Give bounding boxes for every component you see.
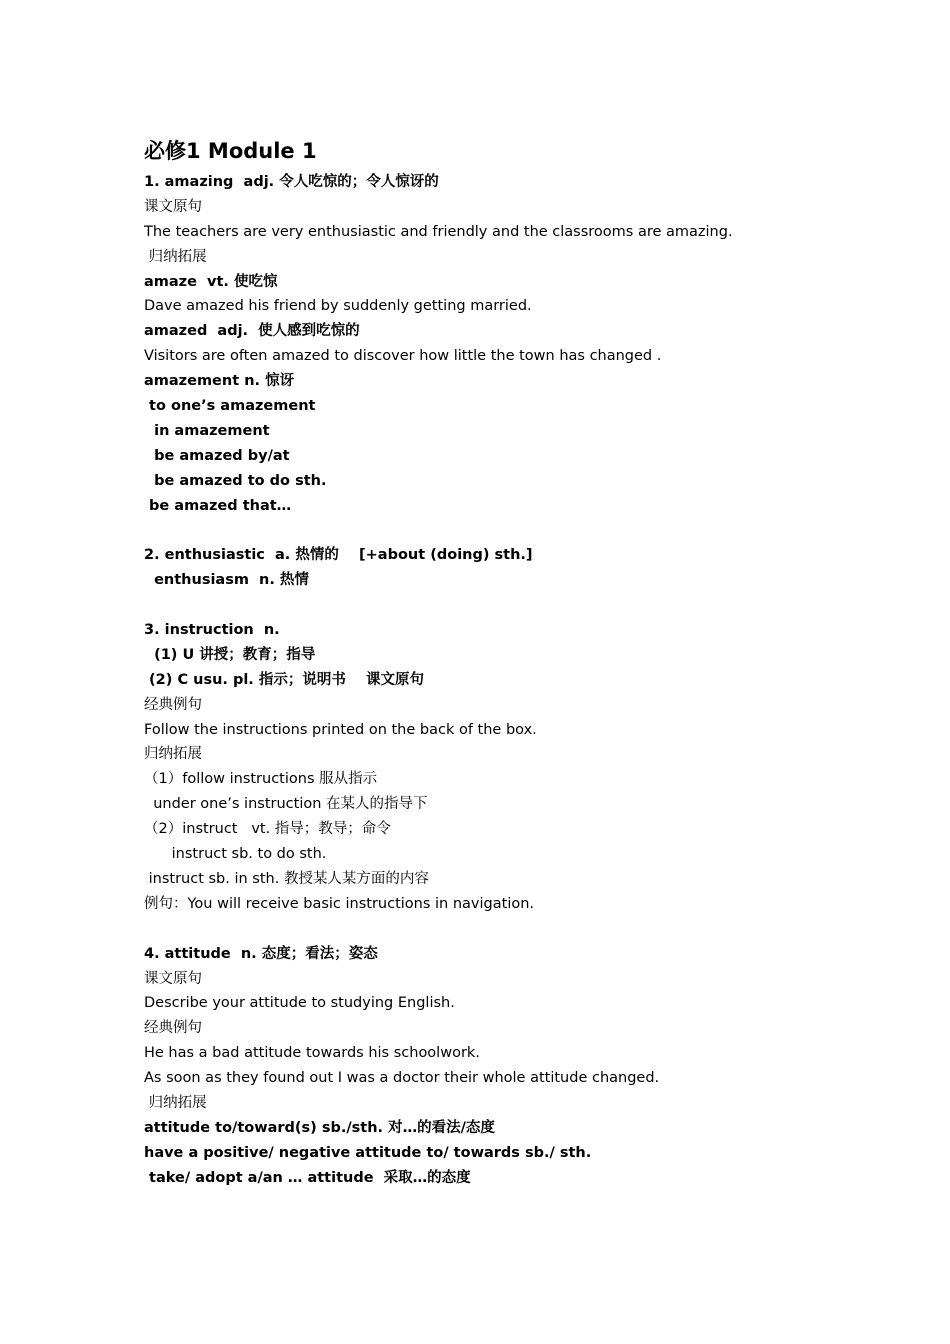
text-line: Visitors are often amazed to discover how little the town has changed .	[144, 348, 662, 365]
blank-line	[144, 917, 844, 942]
text-line: be amazed that…	[144, 497, 292, 514]
text-line: 归纳拓展	[144, 248, 207, 265]
text-line: Describe your attitude to studying English.	[144, 995, 455, 1012]
text-line: take/ adopt a/an … attitude 采取…的态度	[144, 1169, 471, 1186]
text-line: He has a bad attitude towards his schoolwork.	[144, 1045, 480, 1062]
text-line: 3. instruction n.	[144, 622, 280, 639]
text-line: 2. enthusiastic a. 热情的 [+about (doing) sth.]	[144, 547, 533, 564]
text-line: amaze vt. 使吃惊	[144, 273, 278, 290]
text-line: under one’s instruction 在某人的指导下	[144, 796, 428, 813]
text-line: 经典例句	[144, 1020, 202, 1037]
text-line: The teachers are very enthusiastic and friendly and the classrooms are amazing.	[144, 223, 733, 240]
text-line: 经典例句	[144, 696, 202, 713]
text-line: attitude to/toward(s) sb./sth. 对…的看法/态度	[144, 1119, 495, 1136]
text-line: （2）instruct vt. 指导；教导；命令	[144, 821, 391, 838]
text-line: amazement n. 惊讶	[144, 373, 295, 390]
text-line: Dave amazed his friend by suddenly getting married.	[144, 298, 532, 315]
text-line: instruct sb. to do sth.	[144, 846, 327, 863]
text-line: As soon as they found out I was a doctor their whole attitude changed.	[144, 1070, 660, 1087]
text-line: amazed adj. 使人感到吃惊的	[144, 323, 360, 340]
text-line: 4. attitude n. 态度；看法；姿态	[144, 945, 378, 962]
text-line: （1）follow instructions 服从指示	[144, 771, 378, 788]
document-body	[144, 170, 844, 1191]
text-line: have a positive/ negative attitude to/ towards sb./ sth.	[144, 1144, 592, 1161]
text-line: in amazement	[144, 422, 270, 439]
text-line: 归纳拓展	[144, 746, 202, 763]
text-line: be amazed to do sth.	[144, 472, 327, 489]
page-title: 必修1 Module 1	[144, 139, 317, 163]
text-line: instruct sb. in sth. 教授某人某方面的内容	[144, 870, 429, 887]
blank-line	[144, 518, 844, 543]
text-line: 1. amazing adj. 令人吃惊的；令人惊讶的	[144, 174, 439, 190]
text-line: (1) U 讲授；教育；指导	[144, 646, 316, 663]
text-line: to one’s amazement	[144, 398, 316, 415]
blank-line	[144, 593, 844, 618]
text-line: be amazed by/at	[144, 447, 290, 464]
text-line: (2) C usu. pl. 指示；说明书 课文原句	[144, 671, 425, 688]
text-line: 课文原句	[144, 198, 202, 215]
text-line: Follow the instructions printed on the back of the box.	[144, 721, 537, 738]
text-line: 归纳拓展	[144, 1094, 207, 1111]
text-line: 课文原句	[144, 970, 202, 987]
text-line: 例句：You will receive basic instructions in navigation.	[144, 895, 535, 912]
document-page	[144, 132, 844, 1191]
text-line: enthusiasm n. 热情	[144, 572, 309, 589]
